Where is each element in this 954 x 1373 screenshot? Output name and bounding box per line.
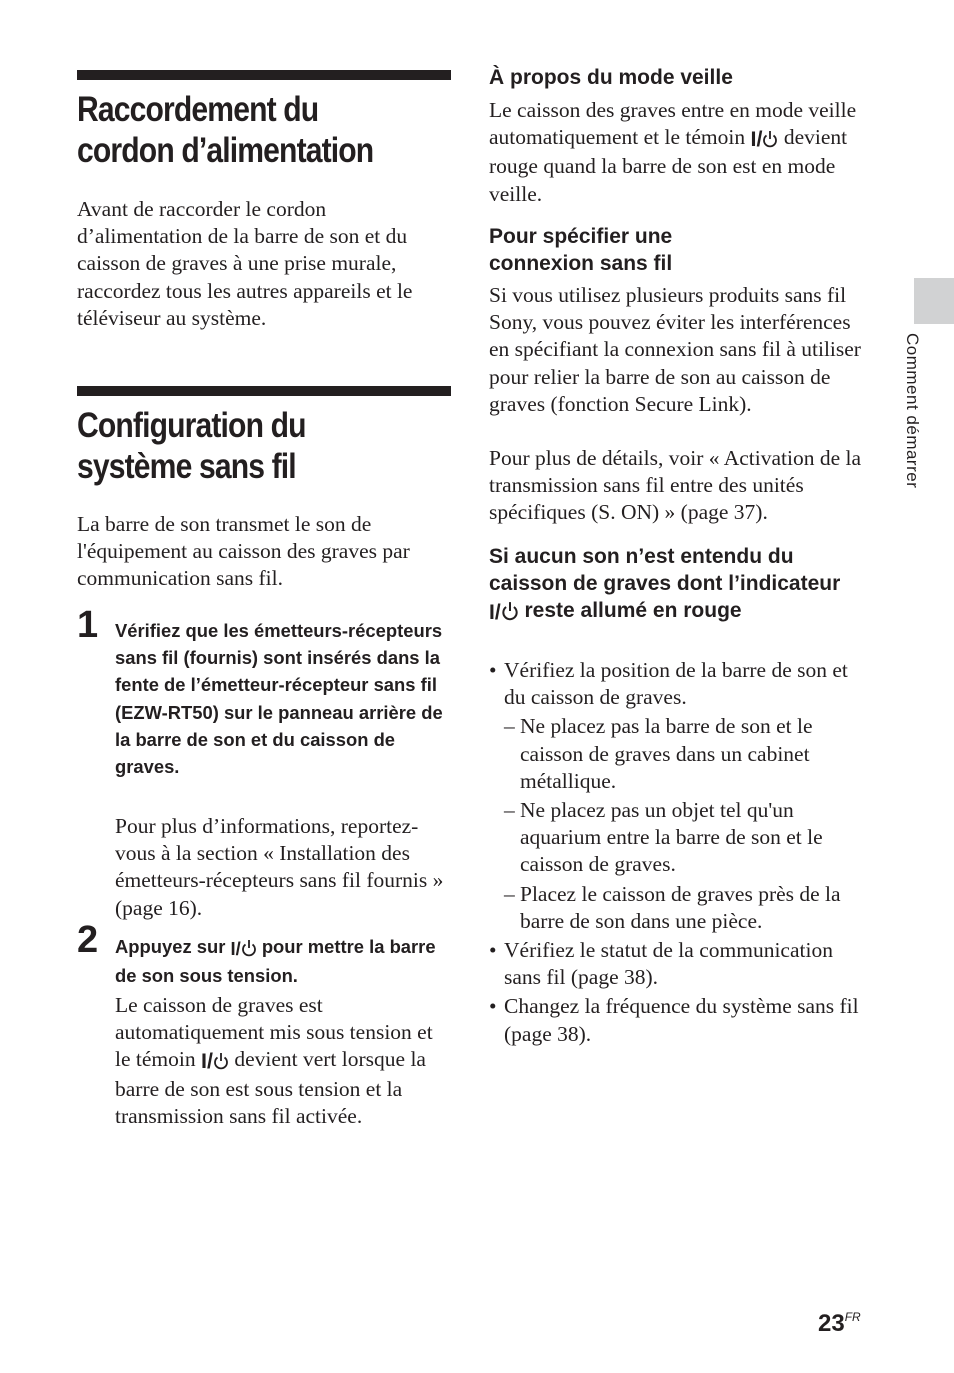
standby-paragraph: Le caisson des graves entre en mode veille automatiquement et le témoin I/ devient rouge quand la barre de son est en mode veille. — [489, 98, 857, 206]
step-number-2: 2 — [77, 919, 99, 961]
standby-heading: À propos du mode veille — [489, 66, 733, 89]
list-item: – Ne placez pas la barre de son et le caisson de graves dans un cabinet métallique. — [489, 713, 861, 795]
section-title-power-cord: Raccordement du cordon d’alimentation — [77, 90, 374, 170]
list-item: • Changez la fréquence du système sans fil (page 38). — [489, 993, 861, 1047]
chapter-tab — [914, 278, 954, 324]
troubleshooting-list — [489, 657, 861, 1048]
no-sound-heading: Si aucun son n’est entendu du caisson de graves dont l’indicateur I/ reste allumé en rouge — [489, 545, 841, 624]
page-number: $23^{FR}$ — [818, 1310, 861, 1337]
section-title-wireless-setup: Configuration du système sans fil — [77, 406, 306, 486]
step-number-1: 1 — [77, 604, 99, 646]
power-standby-icon: I/ — [751, 126, 779, 153]
wireless-connection-heading: Pour spécifier une connexion sans fil — [489, 225, 673, 275]
power-standby-icon: I/ — [201, 1048, 229, 1075]
wireless-setup-paragraph: La barre de son transmet le son de l'équipement au caisson des graves par communication sans fil. — [77, 512, 410, 591]
section-rule-2 — [77, 386, 451, 396]
list-item: – Placez le caisson de graves près de la barre de son dans une pièce. — [489, 881, 861, 935]
list-item: – Ne placez pas un objet tel qu'un aquarium entre la barre de son et le caisson de graves. — [489, 797, 861, 879]
step-1-title: Vérifiez que les émetteurs-récepteurs sans fil (fournis) sont insérés dans la fente de l’émetteur-récepteur sans fil (EZW-RT50) sur le panneau arrière de la barre de son et du caisson de graves. — [115, 620, 443, 778]
wireless-connection-paragraph-1: Si vous utilisez plusieurs produits sans fil Sony, vous pouvez éviter les interférences en spécifiant la connexion sans fil à utiliser pour relier la barre de son au caisson de graves (fonction Secure Link). — [489, 283, 861, 416]
power-standby-icon: I/ — [489, 599, 519, 626]
power-standby-icon: I/ — [230, 935, 256, 962]
power-cord-paragraph: Avant de raccorder le cordon d’alimentation de la barre de son et du caisson de graves à une prise murale, raccordez tous les autres appareils et le téléviseur au système. — [77, 197, 413, 330]
step-2-title: Appuyez sur I/ pour mettre la barre de son sous tension. — [115, 936, 436, 987]
list-item: • Vérifiez le statut de la communication sans fil (page 38). — [489, 937, 861, 991]
list-item: • Vérifiez la position de la barre de son et du caisson de graves. — [489, 657, 861, 711]
chapter-tab-label: Comment démarrer — [903, 333, 922, 489]
step-2-body: Le caisson de graves est automatiquement mis sous tension et le témoin I/ devient vert lorsque la barre de son est sous tension et la transmission sans fil activée. — [115, 993, 433, 1128]
step-1-body: Pour plus d’informations, reportez-vous à la section « Installation des émetteurs-récepteurs sans fil fournis » (page 16). — [115, 814, 444, 920]
wireless-connection-paragraph-2: Pour plus de détails, voir « Activation de la transmission sans fil entre des unités spécifiques (S. ON) » (page 37). — [489, 446, 862, 525]
section-rule-1 — [77, 70, 451, 80]
